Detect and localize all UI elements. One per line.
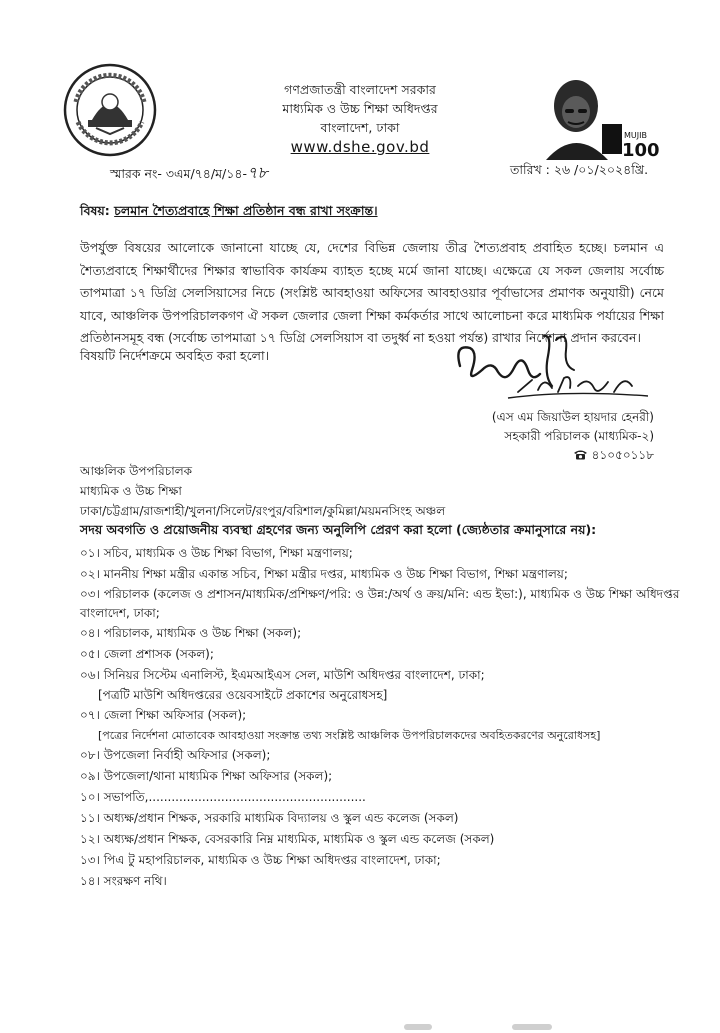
handwritten-signature	[448, 326, 658, 406]
org-line-3: বাংলাদেশ, ঢাকা	[320, 120, 400, 135]
copy-list-heading: সদয় অবগতি ও প্রয়োজনীয় ব্যবস্থা গ্রহণের জন্য অনুলিপি প্রেরণ করা হলো (জ্যেষ্ঠতার ক্রমানুসারে নয়):	[80, 522, 597, 537]
list-item: ০৮। উপজেলা নির্বাহী অফিসার (সকল);	[80, 748, 271, 762]
memo-handwritten-number: ৭৮	[247, 163, 268, 182]
recipient-block	[80, 461, 445, 521]
signer-phone	[440, 446, 654, 465]
list-item: ১৪। সংরক্ষণ নথি।	[80, 874, 167, 888]
list-item: ০৫। জেলা প্রশাসক (সকল);	[80, 647, 214, 661]
signer-name: (এস এম জিয়াউল হায়দার হেনরী)	[491, 410, 654, 424]
svg-text:100: 100	[622, 140, 660, 160]
recipient-line-3: ঢাকা/চট্টগ্রাম/রাজশাহী/খুলনা/সিলেট/রংপুর/বরিশাল/কুমিল্লা/ময়মনসিংহ অঞ্চল	[80, 504, 446, 518]
letterhead	[240, 80, 480, 157]
list-item: ১৩। পিএ টু মহাপরিচালক, মাধ্যমিক ও উচ্চ শিক্ষা অধিদপ্তর বাংলাদেশ, ঢাকা;	[80, 853, 441, 867]
list-item: ০৬। সিনিয়র সিস্টেম এনালিস্ট, ইএমআইএস সেল, মাউশি অধিদপ্তর বাংলাদেশ, ঢাকা;	[80, 668, 485, 682]
memo-number	[110, 160, 268, 187]
recipient-line-2: মাধ্যমিক ও উচ্চ শিক্ষা	[80, 484, 182, 498]
phone-number: ৪১০৫০১১৮	[591, 448, 654, 462]
org-line-2: মাধ্যমিক ও উচ্চ শিক্ষা অধিদপ্তর	[282, 101, 438, 116]
recipient-line-1: আঞ্চলিক উপপরিচালক	[80, 464, 193, 478]
list-item: ০৯। উপজেলা/থানা মাধ্যমিক শিক্ষা অফিসার (সকল);	[80, 769, 333, 783]
letter-date: তারিখ : ২৬ /০১/২০২৪খ্রি.	[510, 162, 649, 177]
subject-label: বিষয়:	[80, 203, 110, 218]
org-line-1: গণপ্রজাতন্ত্রী বাংলাদেশ সরকার	[284, 82, 436, 97]
memo-label: স্মারক নং- ৩এম/৭৪/ম/১৪-	[110, 166, 247, 181]
signer-designation: সহকারী পরিচালক (মাধ্যমিক-২)	[504, 429, 654, 443]
copy-distribution-list	[80, 543, 680, 892]
list-item: ০১। সচিব, মাধ্যমিক ও উচ্চ শিক্ষা বিভাগ, শিক্ষা মন্ত্রণালয়;	[80, 546, 353, 560]
list-item: ০২। মাননীয় শিক্ষা মন্ত্রীর একান্ত সচিব, শিক্ষা মন্ত্রীর দপ্তর, মাধ্যমিক ও উচ্চ শিক্ষা বিভাগ, শিক্ষা মন্ত্রণালয়;	[80, 567, 568, 581]
list-item: ০৪। পরিচালক, মাধ্যমিক ও উচ্চ শিক্ষা (সকল);	[80, 626, 302, 640]
body-paragraph: উপর্যুক্ত বিষয়ের আলোকে জানানো যাচ্ছে যে, দেশের বিভিন্ন জেলায় তীব্র শৈত্যপ্রবাহ প্রবাহিত হচ্ছে। চলমান এ শৈত্যপ্রবাহে শিক্ষার্থীদের শিক্ষার স্বাভাবিক কার্যক্রম ব্যাহত হচ্ছে মর্মে জানা যাচ্ছে। এক্ষেত্রে যে সকল জেলায় সর্বোচ্চ তাপমাত্রা ১৭ ডিগ্রি সেলসিয়াসের নিচে (সংশ্লিষ্ট আবহাওয়া অফিসের আবহাওয়ার পূর্বাভাসের প্রমাণক অনুযায়ী) নেমে যাবে, আঞ্চলিক উপপরিচালকগণ ঐ সকল জেলার জেলা শিক্ষা কর্মকর্তার সাথে আলোচনা করে মাধ্যমিক পর্যায়ের শিক্ষা প্রতিষ্ঠানসমূহ বন্ধ (সর্বোচ্চ তাপমাত্রা ১৭ ডিগ্রি সেলসিয়াস বা তদুর্ধ্ব না হওয়া পর্যন্ত) রাখার নির্দেশনা প্রদান করবেন।	[80, 240, 664, 345]
svg-text:MUJIB: MUJIB	[624, 131, 647, 140]
scan-mark	[512, 1024, 552, 1030]
list-item: ০৭। জেলা শিক্ষা অফিসার (সকল);	[80, 708, 247, 722]
list-item-note: [পত্রের নির্দেশনা মোতাবেক আবহাওয়া সংক্রান্ত তথ্য সংশ্লিষ্ট আঞ্চলিক উপপরিচালকদের অবহিতকরণের অনুরোধসহ]	[98, 729, 601, 742]
scan-mark	[404, 1024, 432, 1030]
list-item: ১১। অধ্যক্ষ/প্রধান শিক্ষক, সরকারি মাধ্যমিক বিদ্যালয় ও স্কুল এন্ড কলেজ (সকল)	[80, 811, 459, 825]
list-item-note: [পত্রটি মাউশি অধিদপ্তরের ওয়েবসাইটে প্রকাশের অনুরোধসহ]	[98, 688, 388, 702]
signer-block	[440, 408, 654, 465]
list-item: ০৩। পরিচালক (কলেজ ও প্রশাসন/মাধ্যমিক/প্রশিক্ষণ/পরি: ও উন্ন:/অর্থ ও ক্রয়/মনি: এন্ড ইভা:), মাধ্যমিক ও উচ্চ শিক্ষা অধিদপ্তর বাংলাদেশ, ঢাকা;	[80, 587, 680, 620]
list-item: ১২। অধ্যক্ষ/প্রধান শিক্ষক, বেসরকারি নিম্ন মাধ্যমিক, মাধ্যমিক ও স্কুল এন্ড কলেজ (সকল)	[80, 832, 495, 846]
list-item: ১০। সভাপতি,.........................................................	[80, 790, 366, 804]
website-link[interactable]: www.dshe.gov.bd	[290, 138, 430, 156]
telephone-icon	[573, 449, 588, 460]
subject-line	[80, 203, 378, 223]
subject-text: চলমান শৈত্যপ্রবাহে শিক্ষা প্রতিষ্ঠান বন্ধ রাখা সংক্রান্ত।	[114, 203, 378, 218]
closing-line: বিষয়টি নির্দেশক্রমে অবহিত করা হলো।	[80, 348, 270, 363]
mujib-100-logo	[538, 68, 662, 160]
dshe-logo	[62, 62, 158, 158]
